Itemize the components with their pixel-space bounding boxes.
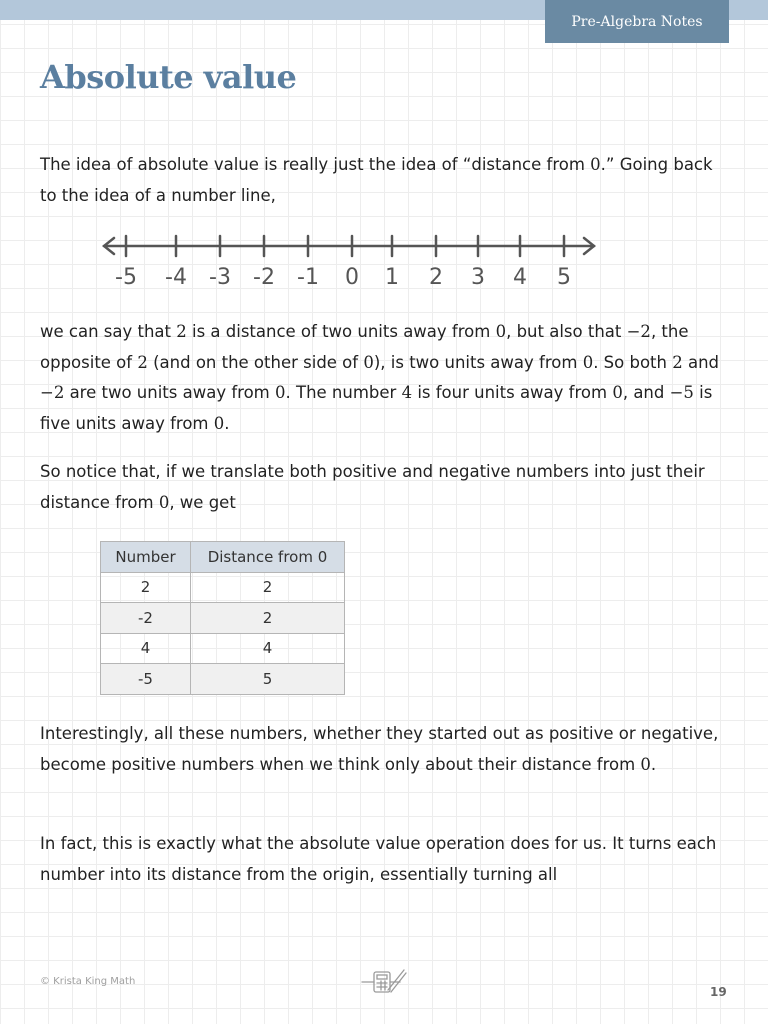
column-header-distance: Distance from 0 bbox=[191, 542, 345, 573]
text: . bbox=[224, 413, 230, 433]
cell-distance: 5 bbox=[191, 664, 345, 695]
cell-distance: 2 bbox=[191, 603, 345, 634]
intro-text-a: The idea of absolute value is really just the idea of “distance from bbox=[40, 155, 591, 174]
text: , and bbox=[622, 383, 670, 402]
math: 0 bbox=[213, 413, 225, 433]
nl-label: -1 bbox=[297, 265, 319, 290]
math: 2 bbox=[176, 322, 187, 341]
math: −5 bbox=[669, 383, 694, 402]
text: , the opposite of bbox=[40, 322, 689, 372]
header-tag: Pre-Algebra Notes bbox=[545, 0, 729, 43]
math: 4 bbox=[401, 383, 413, 402]
table-row bbox=[101, 572, 345, 603]
text: , but also that bbox=[506, 322, 627, 341]
math-zero: 0 bbox=[590, 155, 601, 174]
table-row bbox=[101, 664, 345, 695]
footer-copyright: © Krista King Math bbox=[40, 976, 136, 987]
text: So notice that, if we translate both positive and negative numbers into just their distance from bbox=[40, 462, 705, 512]
text: is five units away from bbox=[40, 383, 713, 433]
number-line bbox=[96, 230, 608, 296]
distance-table bbox=[100, 541, 345, 695]
math: 0 bbox=[275, 383, 286, 402]
nl-label: 4 bbox=[513, 265, 527, 290]
math: −2 bbox=[626, 322, 651, 341]
nl-label: 0 bbox=[345, 265, 359, 290]
column-header-number: Number bbox=[101, 542, 191, 573]
math: 0 bbox=[612, 383, 623, 402]
text: is four units away from bbox=[412, 383, 613, 402]
paragraph-translate bbox=[40, 457, 730, 518]
page-number: 19 bbox=[710, 985, 727, 999]
cell-number: -2 bbox=[101, 603, 191, 634]
nl-label: -4 bbox=[165, 265, 187, 290]
intro-paragraph bbox=[40, 150, 730, 211]
text: are two units away from bbox=[64, 383, 275, 402]
text: ), is two units away from bbox=[373, 352, 583, 372]
table-row bbox=[101, 633, 345, 664]
paragraph-in-fact: In fact, this is exactly what the absolute value operation does for us. It turns each number into its distance from the origin, essentially turning all bbox=[40, 834, 717, 884]
table-header-row bbox=[101, 542, 345, 573]
paragraph-interestingly bbox=[40, 719, 730, 780]
paragraph-distance bbox=[40, 317, 730, 439]
text: we can say that bbox=[40, 322, 177, 341]
math: 0 bbox=[495, 322, 507, 341]
text: . So both bbox=[593, 352, 673, 372]
cell-distance: 2 bbox=[191, 572, 345, 603]
table-row bbox=[101, 603, 345, 634]
nl-label: 5 bbox=[557, 265, 571, 290]
cell-number: -5 bbox=[101, 664, 191, 695]
number-line-labels bbox=[115, 265, 571, 290]
text: . bbox=[650, 754, 657, 774]
math: 0 bbox=[158, 492, 170, 512]
math: 0 bbox=[582, 352, 594, 372]
text: Interestingly, all these numbers, whether they started out as positive or negative, become positive numbers when we think only about their distance from bbox=[40, 724, 719, 774]
math: 0 bbox=[363, 352, 374, 372]
text: and bbox=[682, 352, 720, 372]
math: 2 bbox=[672, 352, 683, 372]
text: . The number bbox=[285, 383, 402, 402]
cell-number: 2 bbox=[101, 572, 191, 603]
page-title: Absolute value bbox=[40, 58, 297, 96]
intro-text-b: .” Going back to the idea of a number line, bbox=[40, 155, 713, 205]
math: −2 bbox=[40, 383, 65, 402]
nl-label: 2 bbox=[429, 265, 443, 290]
nl-label: 3 bbox=[471, 265, 485, 290]
calculator-pencil-logo-icon bbox=[360, 966, 408, 996]
text: , we get bbox=[169, 492, 236, 512]
text: is a distance of two units away from bbox=[186, 322, 496, 341]
nl-label: -5 bbox=[115, 265, 137, 290]
math: 2 bbox=[137, 352, 148, 372]
nl-label: -3 bbox=[209, 265, 231, 290]
math: 0 bbox=[640, 754, 651, 774]
nl-label: 1 bbox=[385, 265, 399, 290]
cell-distance: 4 bbox=[191, 633, 345, 664]
cell-number: 4 bbox=[101, 633, 191, 664]
text: (and on the other side of bbox=[147, 352, 364, 372]
nl-label: -2 bbox=[253, 265, 275, 290]
